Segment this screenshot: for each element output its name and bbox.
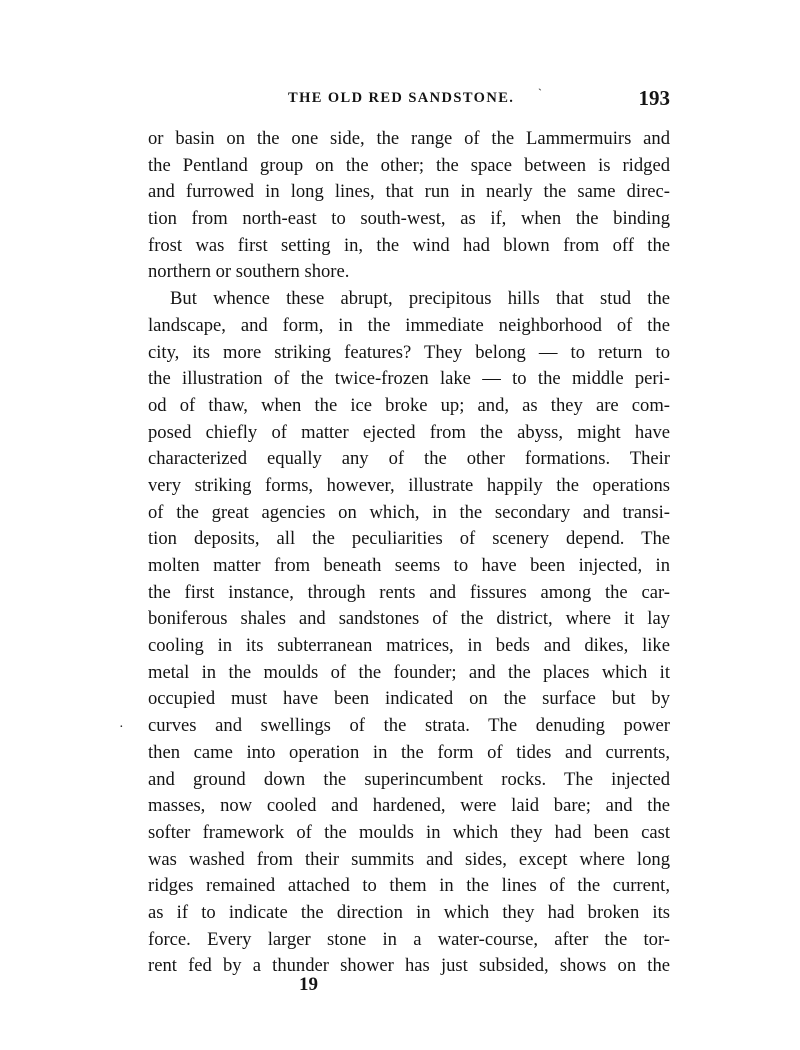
text-line: tion deposits, all the peculiarities of scenery depend. The: [148, 528, 670, 550]
text-line: But whence these abrupt, precipitous hills that stud the: [170, 288, 670, 310]
text-line: the Pentland group on the other; the space between is ridged: [148, 154, 670, 176]
text-line: cooling in its subterranean matrices, in beds and dikes, like: [148, 635, 670, 657]
text-line: characterized equally any of the other formations. Their: [148, 448, 670, 470]
text-line: ridges remained attached to them in the lines of the current,: [148, 875, 670, 897]
text-line: softer framework of the moulds in which they had been cast: [148, 821, 670, 843]
running-title: THE OLD RED SANDSTONE.: [288, 90, 515, 106]
text-line: northern or southern shore.: [148, 261, 350, 283]
stray-mark: `: [538, 86, 542, 100]
text-line: very striking forms, however, illustrate happily the operations: [148, 474, 670, 496]
paragraph-2: [148, 286, 670, 980]
text-line: force. Every larger stone in a water-course, after the tor-: [148, 928, 670, 950]
text-line: tion from north-east to south-west, as if, when the binding: [148, 208, 670, 230]
text-line: landscape, and form, in the immediate neighborhood of the: [148, 314, 670, 336]
text-line: of the great agencies on which, in the secondary and transi-: [148, 501, 670, 523]
signature-mark: 19: [299, 974, 318, 995]
text-line: or basin on the one side, the range of the Lammermuirs and: [148, 128, 670, 149]
text-line: masses, now cooled and hardened, were laid bare; and the: [148, 795, 670, 817]
text-line: od of thaw, when the ice broke up; and, as they are com-: [148, 394, 670, 416]
text-line: then came into operation in the form of tides and currents,: [148, 741, 670, 763]
text-line: boniferous shales and sandstones of the district, where it lay: [148, 608, 670, 630]
page-number: 193: [638, 86, 670, 110]
text-line: molten matter from beneath seems to have been injected, in: [148, 555, 670, 576]
text-line: metal in the moulds of the founder; and the places which it: [148, 661, 670, 683]
text-line: occupied must have been indicated on the surface but by: [148, 688, 670, 710]
text-line: posed chiefly of matter ejected from the abyss, might have: [148, 421, 670, 443]
text-line: city, its more striking features? They belong — to return to: [148, 341, 670, 363]
text-line: and ground down the superincumbent rocks. The injected: [148, 768, 670, 790]
text-line: the first instance, through rents and fissures among the car-: [148, 581, 670, 603]
text-line: was washed from their summits and sides, except where long: [148, 848, 670, 870]
text-line: as if to indicate the direction in which they had broken its: [148, 901, 670, 923]
running-head: [148, 88, 670, 112]
text-line: frost was first setting in, the wind had blown from off the: [148, 234, 670, 256]
margin-dot: ·: [119, 720, 124, 735]
text-line: curves and swellings of the strata. The denuding power: [148, 715, 670, 737]
text-line: the illustration of the twice-frozen lake — to the middle peri-: [148, 368, 670, 390]
text-line: rent fed by a thunder shower has just subsided, shows on the: [148, 955, 670, 977]
body-text: [148, 126, 670, 980]
text-line: and furrowed in long lines, that run in nearly the same direc-: [148, 181, 670, 203]
paragraph-1: [148, 126, 670, 286]
